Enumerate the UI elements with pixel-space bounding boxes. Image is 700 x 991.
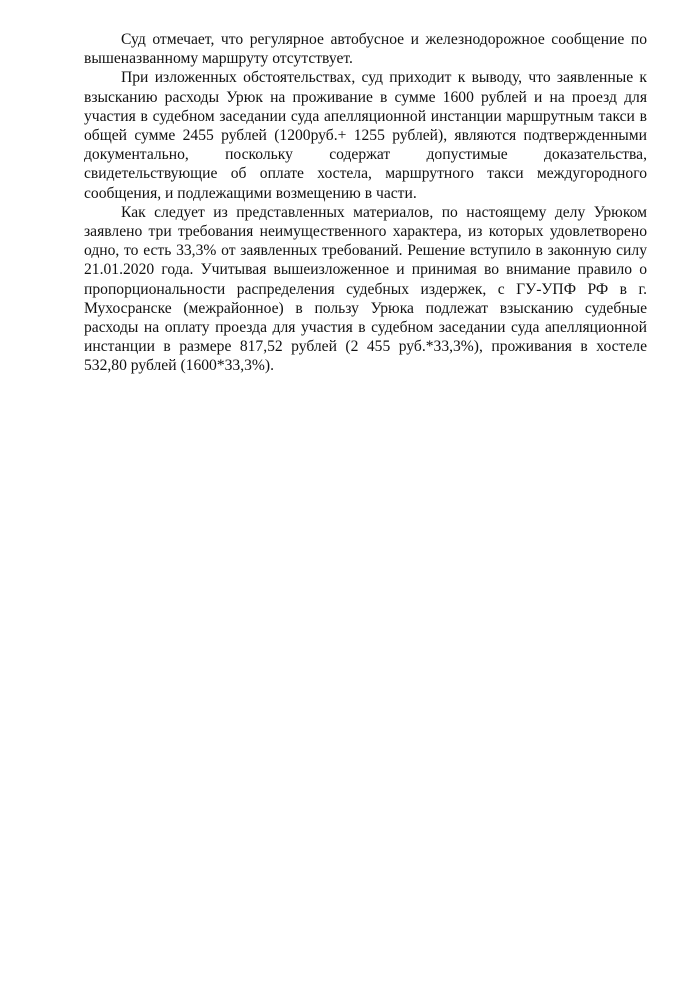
paragraph-proportional-recovery: Как следует из представленных материалов, по настоящему делу Урюком заявлено три требования неимущественного характера, из которых удовлетворено одно, то есть 33,3% от заявленных требований. Решение вступило в законную силу 21.01.2020 года. Учитывая вышеизложенное и принимая во внимание правило о пропорциональности распределения судебных издержек, с ГУ-УПФ РФ в г. Мухосранске (межрайонное) в пользу Урюка подлежат взысканию судебные расходы на оплату проезда для участия в судебном заседании суда апелляционной инстанции в размере 817,52 рублей (2 455 руб.*33,3%), проживания в хостеле 532,80 рублей (1600*33,3%). xyxy=(84,203,647,375)
paragraph-expenses-confirmed: При изложенных обстоятельствах, суд приходит к выводу, что заявленные к взысканию расходы Урюк на проживание в сумме 1600 рублей и на проезд для участия в судебном заседании суда апелляционной инстанции маршрутным такси в общей сумме 2455 рублей (1200руб.+ 1255 рублей), являются подтвержденными документально, поскольку содержат допустимые доказательства, свидетельствующие об оплате хостела, маршрутного такси междугородного сообщения, и подлежащими возмещению в части. xyxy=(84,69,647,202)
paragraph-transport-absence: Суд отмечает, что регулярное автобусное и железнодорожное сообщение по вышеназванному маршруту отсутствует. xyxy=(84,31,647,68)
document-body xyxy=(84,30,647,376)
